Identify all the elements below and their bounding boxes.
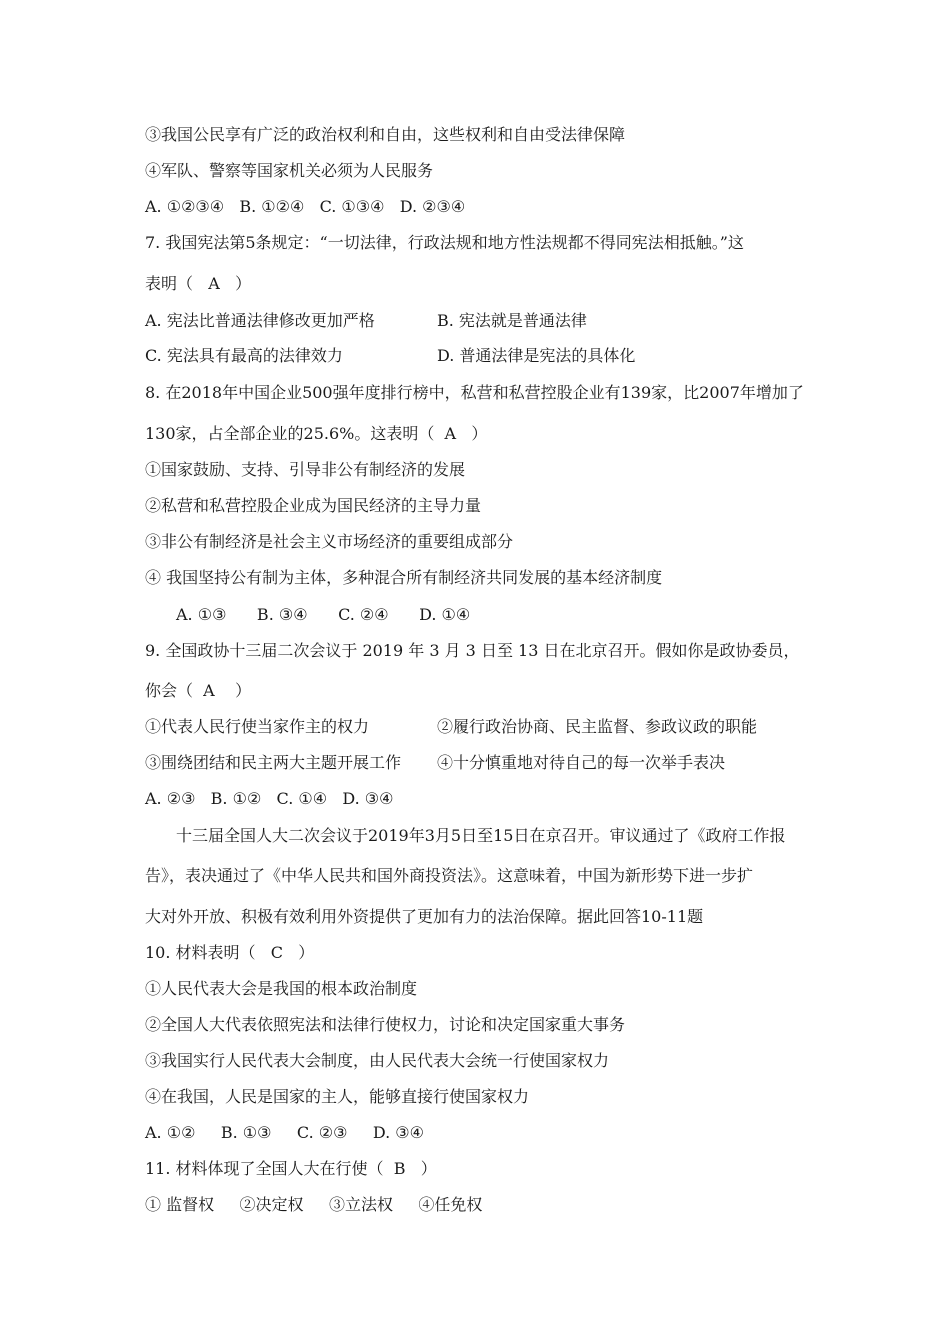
option-line: ④军队、警察等国家机关必须为人民服务 (145, 161, 434, 180)
option-line: ②全国人大代表依照宪法和法律行使权力，讨论和决定国家重大事务 (145, 1015, 626, 1034)
option-line: ①人民代表大会是我国的根本政治制度 (145, 979, 418, 998)
question-11-stem: 11. 材料体现了全国人大在行使（ B ） (145, 1159, 437, 1178)
option-1: ①代表人民行使当家作主的权力 (145, 717, 370, 736)
question-9-stem-cont: 你会（ A ） (145, 681, 252, 700)
question-9-stem: 9. 全国政协十三届二次会议于 2019 年 3 月 3 日至 13 日在北京召开。假如你是政协委员， (145, 641, 800, 660)
question-8-stem: 8. 在2018年中国企业500强年度排行榜中，私营和私营控股企业有139家，比2007年增加了 (145, 383, 804, 402)
answer-choices: A. ①② B. ①③ C. ②③ D. ③④ (145, 1123, 424, 1142)
option-2: ②履行政治协商、民主监督、参政议政的职能 (437, 717, 758, 736)
option-line: ③非公有制经济是社会主义市场经济的重要组成部分 (145, 532, 514, 551)
option-line: ④在我国，人民是国家的主人，能够直接行使国家权力 (145, 1087, 530, 1106)
material-paragraph: 十三届全国人大二次会议于2019年3月5日至15日在京召开。审议通过了《政府工作报 (176, 826, 786, 845)
option-line: ②私营和私营控股企业成为国民经济的主导力量 (145, 496, 482, 515)
question-8-stem-cont: 130家，占全部企业的25.6%。这表明（ A ） (145, 424, 488, 443)
choice-d: D. 普通法律是宪法的具体化 (437, 346, 636, 365)
answer-choices: A. ①②③④ B. ①②④ C. ①③④ D. ②③④ (145, 197, 466, 216)
answer-choices: A. ①③ B. ③④ C. ②④ D. ①④ (176, 605, 471, 624)
answer-choices: A. ②③ B. ①② C. ①④ D. ③④ (145, 789, 394, 808)
choice-c: C. 宪法具有最高的法律效力 (145, 346, 343, 365)
material-paragraph-cont: 告》，表决通过了《中华人民共和国外商投资法》。这意味着，中国为新形势下进一步扩 (145, 866, 754, 885)
option-line: ①国家鼓励、支持、引导非公有制经济的发展 (145, 460, 466, 479)
material-paragraph-cont: 大对外开放、积极有效利用外资提供了更加有力的法治保障。据此回答10-11题 (145, 907, 704, 926)
option-3: ③围绕团结和民主两大主题开展工作 (145, 753, 402, 772)
question-10-stem: 10. 材料表明（ C ） (145, 943, 315, 962)
question-7-stem-cont: 表明（ A ） (145, 274, 252, 293)
option-line: ③我国实行人民代表大会制度，由人民代表大会统一行使国家权力 (145, 1051, 610, 1070)
option-line: ④ 我国坚持公有制为主体，多种混合所有制经济共同发展的基本经济制度 (145, 568, 663, 587)
question-7-stem: 7. 我国宪法第5条规定：“一切法律，行政法规和地方性法规都不得同宪法相抵触。”这 (145, 233, 744, 252)
choice-b: B. 宪法就是普通法律 (437, 311, 587, 330)
option-4: ④十分慎重地对待自己的每一次举手表决 (437, 753, 726, 772)
option-line: ① 监督权 ②决定权 ③立法权 ④任免权 (145, 1195, 483, 1214)
option-line: ③我国公民享有广泛的政治权利和自由，这些权利和自由受法律保障 (145, 125, 626, 144)
choice-a: A. 宪法比普通法律修改更加严格 (145, 311, 375, 330)
